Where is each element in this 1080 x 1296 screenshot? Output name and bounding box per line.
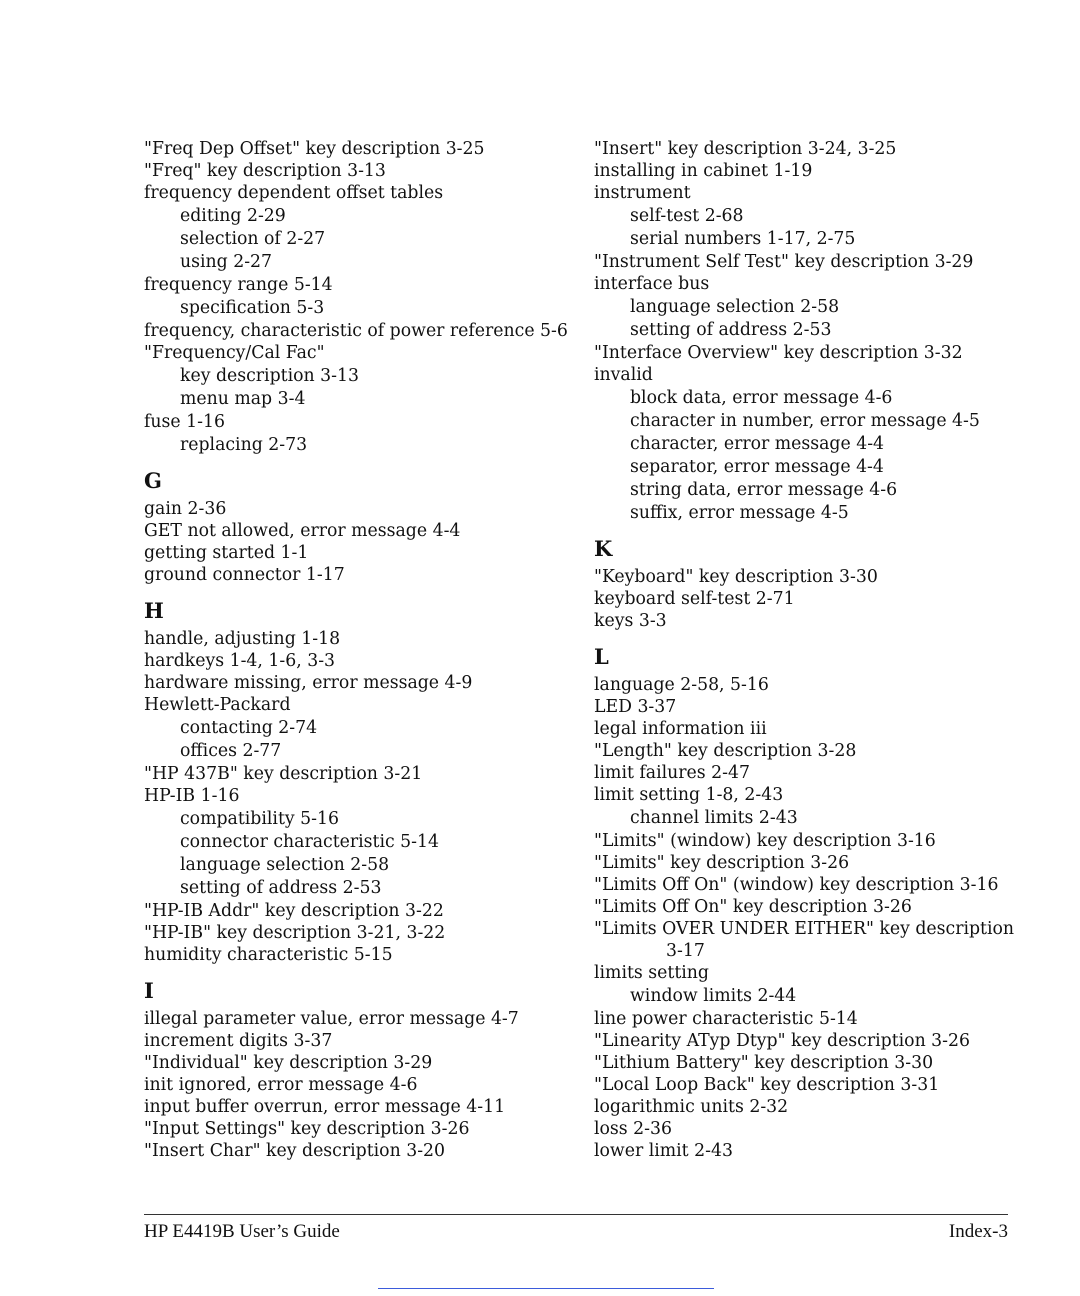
index-entry: installing in cabinet 1-19 <box>594 161 813 181</box>
index-letter-heading: I <box>144 978 154 1003</box>
index-entry: "Insert" key description 3-24, 3-25 <box>594 139 897 159</box>
footer-divider <box>144 1214 1008 1215</box>
index-entry: hardware missing, error message 4-9 <box>144 673 473 693</box>
index-subentry: editing 2-29 <box>180 206 286 226</box>
index-entry: language 2-58, 5-16 <box>594 675 769 695</box>
index-entry: fuse 1-16 <box>144 412 225 432</box>
index-subentry: menu map 3-4 <box>180 389 306 409</box>
index-entry: Hewlett-Packard <box>144 695 291 715</box>
index-entry: "Interface Overview" key description 3-32 <box>594 343 963 363</box>
index-entry: "Limits Off On" key description 3-26 <box>594 897 912 917</box>
footer-page-number: Index-3 <box>948 1221 1008 1242</box>
index-entry: HP-IB 1-16 <box>144 786 240 806</box>
index-column-right <box>594 138 1014 1162</box>
index-subentry: connector characteristic 5-14 <box>180 832 439 852</box>
index-subentry: self-test 2-68 <box>630 206 744 226</box>
index-entry: ground connector 1-17 <box>144 565 345 585</box>
index-entry: logarithmic units 2-32 <box>594 1097 789 1117</box>
index-entry: "Limits" key description 3-26 <box>594 853 850 873</box>
index-entry: "Insert Char" key description 3-20 <box>144 1141 446 1161</box>
index-entry: frequency dependent offset tables <box>144 183 444 203</box>
index-entry: LED 3-37 <box>594 697 677 717</box>
index-entry: GET not allowed, error message 4-4 <box>144 521 461 541</box>
index-entry: invalid <box>594 365 653 385</box>
index-subentry: suffix, error message 4-5 <box>630 503 849 523</box>
index-entry: loss 2-36 <box>594 1119 672 1139</box>
index-entry: keyboard self-test 2-71 <box>594 589 795 609</box>
index-letter-heading: G <box>144 468 162 493</box>
index-entry: "Limits OVER UNDER EITHER" key description <box>594 919 1015 939</box>
index-entry: "Length" key description 3-28 <box>594 741 857 761</box>
index-entry: "HP-IB Addr" key description 3-22 <box>144 901 444 921</box>
index-entry: "Freq Dep Offset" key description 3-25 <box>144 139 485 159</box>
index-entry-continuation: 3-17 <box>666 941 705 961</box>
index-entry: lower limit 2-43 <box>594 1141 733 1161</box>
index-letter-heading: L <box>594 644 609 669</box>
index-entry: frequency range 5-14 <box>144 275 333 295</box>
index-subentry: character, error message 4-4 <box>630 434 885 454</box>
index-entry: "Linearity ATyp Dtyp" key description 3-26 <box>594 1031 971 1051</box>
index-entry: "Instrument Self Test" key description 3-29 <box>594 252 974 272</box>
index-entry: getting started 1-1 <box>144 543 309 563</box>
index-entry: "Limits" (window) key description 3-16 <box>594 831 936 851</box>
index-letter-heading: K <box>594 536 613 561</box>
footer-guide-title: HP E4419B User’s Guide <box>144 1221 340 1242</box>
index-entry: "Local Loop Back" key description 3-31 <box>594 1075 940 1095</box>
index-subentry: character in number, error message 4-5 <box>630 411 980 431</box>
index-entry: handle, adjusting 1-18 <box>144 629 341 649</box>
index-subentry: serial numbers 1-17, 2-75 <box>630 229 856 249</box>
index-subentry: setting of address 2-53 <box>630 320 832 340</box>
index-entry: illegal parameter value, error message 4-7 <box>144 1009 519 1029</box>
index-column-left <box>144 138 574 1162</box>
index-entry: humidity characteristic 5-15 <box>144 945 393 965</box>
index-subentry: specification 5-3 <box>180 298 325 318</box>
index-subentry: channel limits 2-43 <box>630 808 798 828</box>
index-entry: legal information iii <box>594 719 767 739</box>
index-entry: frequency, characteristic of power reference 5-6 <box>144 321 568 341</box>
index-entry: "HP-IB" key description 3-21, 3-22 <box>144 923 446 943</box>
index-subentry: contacting 2-74 <box>180 718 318 738</box>
index-subentry: setting of address 2-53 <box>180 878 382 898</box>
index-subentry: selection of 2-27 <box>180 229 326 249</box>
index-subentry: separator, error message 4-4 <box>630 457 884 477</box>
index-entry: instrument <box>594 183 691 203</box>
index-entry: limit failures 2-47 <box>594 763 750 783</box>
index-entry: "Limits Off On" (window) key description 3-16 <box>594 875 999 895</box>
index-letter-heading: H <box>144 598 164 623</box>
index-entry: init ignored, error message 4-6 <box>144 1075 418 1095</box>
index-subentry: string data, error message 4-6 <box>630 480 898 500</box>
index-entry: gain 2-36 <box>144 499 227 519</box>
index-entry: line power characteristic 5-14 <box>594 1009 858 1029</box>
index-subentry: offices 2-77 <box>180 741 282 761</box>
index-entry: limits setting <box>594 963 709 983</box>
bottom-link-underline[interactable] <box>378 1288 714 1289</box>
index-entry: "Input Settings" key description 3-26 <box>144 1119 470 1139</box>
index-entry: interface bus <box>594 274 710 294</box>
index-entry: keys 3-3 <box>594 611 667 631</box>
index-subentry: using 2-27 <box>180 252 273 272</box>
index-subentry: language selection 2-58 <box>630 297 840 317</box>
index-entry: limit setting 1-8, 2-43 <box>594 785 784 805</box>
index-entry: input buffer overrun, error message 4-11 <box>144 1097 506 1117</box>
index-entry: "Lithium Battery" key description 3-30 <box>594 1053 934 1073</box>
index-entry: "Keyboard" key description 3-30 <box>594 567 878 587</box>
index-subentry: key description 3-13 <box>180 366 359 386</box>
index-entry: "Individual" key description 3-29 <box>144 1053 433 1073</box>
index-subentry: block data, error message 4-6 <box>630 388 893 408</box>
index-subentry: window limits 2-44 <box>630 986 797 1006</box>
index-entry: "Freq" key description 3-13 <box>144 161 386 181</box>
index-entry: increment digits 3-37 <box>144 1031 333 1051</box>
index-subentry: replacing 2-73 <box>180 435 308 455</box>
index-entry: "HP 437B" key description 3-21 <box>144 764 423 784</box>
index-entry: "Frequency/Cal Fac" <box>144 343 325 363</box>
index-subentry: language selection 2-58 <box>180 855 390 875</box>
index-subentry: compatibility 5-16 <box>180 809 339 829</box>
index-entry: hardkeys 1-4, 1-6, 3-3 <box>144 651 336 671</box>
